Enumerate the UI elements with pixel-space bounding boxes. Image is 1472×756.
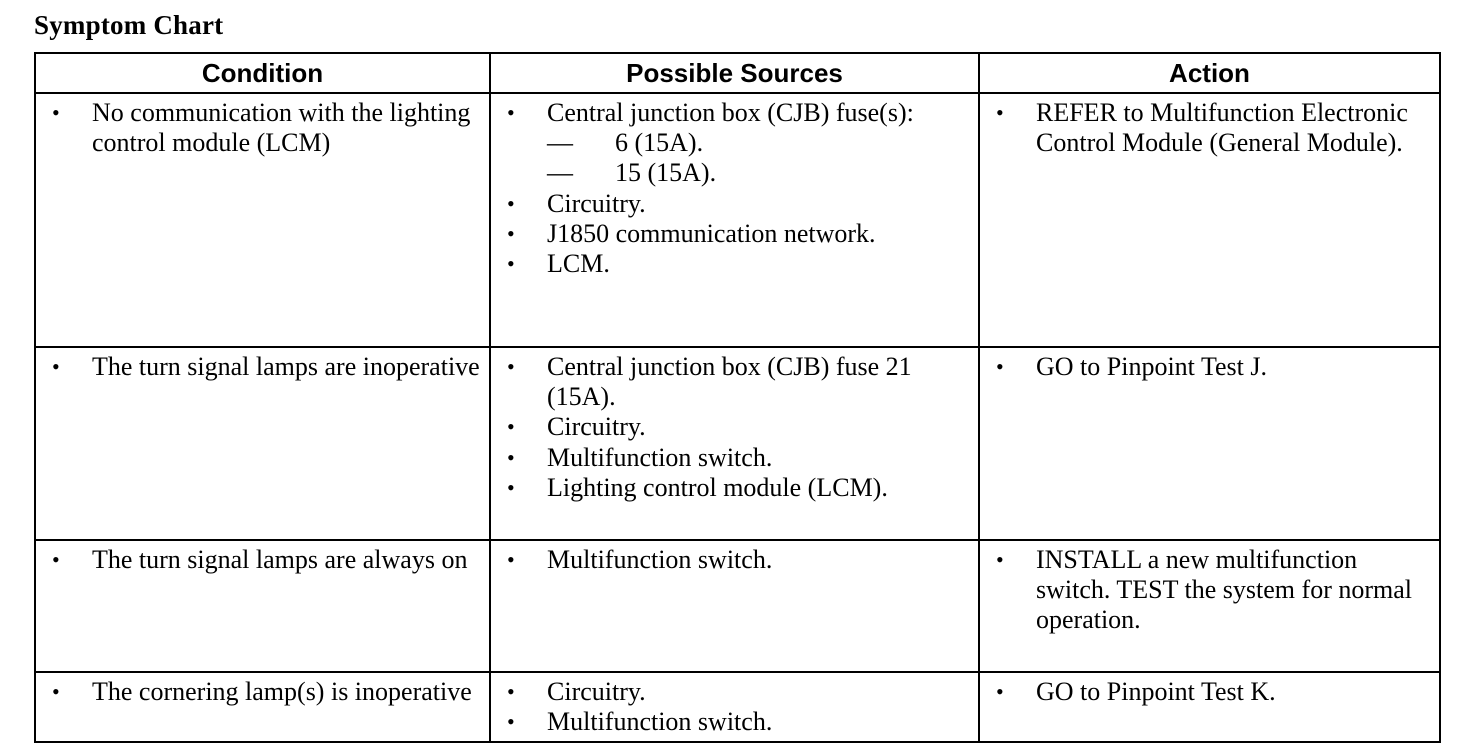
- condition-cell: [35, 672, 490, 742]
- source-item: • J1850 communication network.: [505, 219, 972, 249]
- condition-text: • No communication with the lighting control module (LCM): [50, 98, 483, 158]
- action-text: • GO to Pinpoint Test J.: [994, 352, 1433, 382]
- dash-glyph: —: [547, 158, 573, 188]
- page-title: Symptom Chart: [34, 10, 224, 40]
- possible-sources-column-header: Possible Sources: [490, 53, 979, 93]
- source-item: • Multifunction switch.: [505, 545, 972, 575]
- action-cell: [979, 540, 1440, 672]
- source-item: • Circuitry.: [505, 189, 972, 219]
- source-subitem: [547, 128, 972, 158]
- condition-column-header: Condition: [35, 53, 490, 93]
- possible-sources-cell: [490, 540, 979, 672]
- source-item: • LCM.: [505, 249, 972, 279]
- source-item: • Multifunction switch.: [505, 707, 972, 737]
- source-item: • Lighting control module (LCM).: [505, 473, 972, 503]
- possible-sources-cell: [490, 672, 979, 742]
- condition-cell: [35, 93, 490, 347]
- source-item: • Central junction box (CJB) fuse 21 (15A).: [505, 352, 972, 412]
- dash-glyph: —: [547, 128, 573, 158]
- symptom-chart-table: [34, 52, 1441, 743]
- source-subitem: [547, 158, 972, 188]
- action-text: • REFER to Multifunction Electronic Control Module (General Module).: [994, 98, 1433, 158]
- condition-cell: [35, 540, 490, 672]
- table-row: [35, 672, 1440, 742]
- table-row: [35, 347, 1440, 540]
- source-item: [505, 98, 972, 189]
- source-text: Central junction box (CJB) fuse(s):: [547, 98, 914, 127]
- table-row: [35, 93, 1440, 347]
- action-text: • INSTALL a new multifunction switch. TEST the system for normal operation.: [994, 545, 1433, 636]
- action-cell: [979, 672, 1440, 742]
- table-row: [35, 540, 1440, 672]
- source-item: • Multifunction switch.: [505, 443, 972, 473]
- condition-text: • The turn signal lamps are always on: [50, 545, 483, 575]
- condition-text: • The turn signal lamps are inoperative: [50, 352, 483, 382]
- source-item: • Circuitry.: [505, 412, 972, 442]
- action-cell: [979, 347, 1440, 540]
- condition-cell: [35, 347, 490, 540]
- action-column-header: Action: [979, 53, 1440, 93]
- action-text: • GO to Pinpoint Test K.: [994, 677, 1433, 707]
- condition-text: • The cornering lamp(s) is inoperative: [50, 677, 483, 707]
- possible-sources-cell: [490, 347, 979, 540]
- action-cell: [979, 93, 1440, 347]
- source-subitem-text: 15 (15A).: [615, 158, 717, 188]
- possible-sources-cell: [490, 93, 979, 347]
- table-header-row: [35, 53, 1440, 93]
- source-subitem-text: 6 (15A).: [615, 128, 704, 158]
- source-item: • Circuitry.: [505, 677, 972, 707]
